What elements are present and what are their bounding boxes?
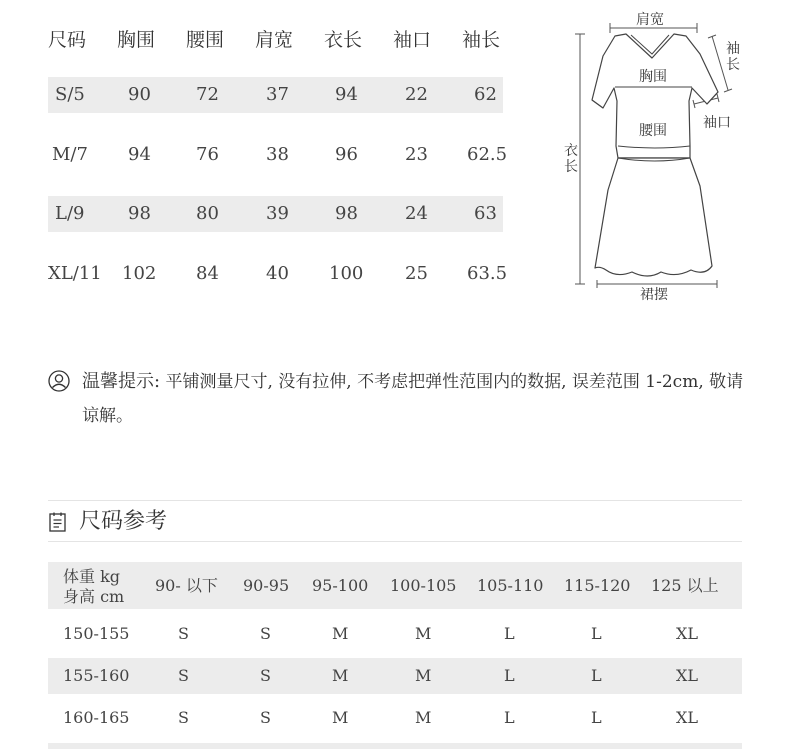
height-range: 160-165 <box>63 708 130 727</box>
header-waist: 腰围 <box>186 29 225 51</box>
height-range: 155-160 <box>63 666 130 685</box>
size-cell: S <box>260 624 271 643</box>
weight-range: 115-120 <box>564 576 631 595</box>
weight-range: 95-100 <box>312 576 369 595</box>
header-sleeve: 袖长 <box>462 29 501 51</box>
size-cell: M <box>332 666 349 685</box>
cell-waist: 72 <box>196 84 219 105</box>
divider <box>48 500 742 501</box>
size-cell: L <box>591 708 602 727</box>
size-label: XL/11 <box>48 263 102 284</box>
size-cell: S <box>178 624 189 643</box>
size-cell: S <box>178 666 189 685</box>
size-cell: S <box>260 708 271 727</box>
size-cell: XL <box>676 666 699 685</box>
size-cell: M <box>415 624 432 643</box>
label-sleeve-length: 袖长 <box>726 41 740 73</box>
cell-cuff: 22 <box>405 84 428 105</box>
header-height: 身高 cm <box>63 587 125 606</box>
table-row <box>48 77 503 113</box>
header-cuff: 袖口 <box>393 29 432 51</box>
size-cell: L <box>591 624 602 643</box>
garment-measurement-diagram <box>560 8 750 308</box>
weight-range: 100-105 <box>390 576 457 595</box>
weight-range: 125 以上 <box>651 576 719 595</box>
size-cell: XL <box>676 708 699 727</box>
size-table-header <box>48 22 503 58</box>
size-cell: L <box>504 666 515 685</box>
size-cell: XL <box>676 624 699 643</box>
document-icon <box>48 511 68 533</box>
table-row <box>48 196 503 232</box>
cell-cuff: 24 <box>405 203 428 224</box>
cell-length: 98 <box>335 203 358 224</box>
weight-range: 105-110 <box>477 576 544 595</box>
table-row <box>48 137 508 173</box>
size-cell: S <box>178 708 189 727</box>
cell-waist: 80 <box>196 203 219 224</box>
cell-waist: 76 <box>196 144 219 165</box>
size-label: L/9 <box>55 203 85 224</box>
tip-label: 温馨提示: <box>82 371 161 392</box>
label-waist: 腰围 <box>639 123 667 139</box>
size-label: M/7 <box>52 144 88 165</box>
cell-cuff: 23 <box>405 144 428 165</box>
weight-range: 90-95 <box>243 576 290 595</box>
tip-body: 平铺测量尺寸, 没有拉伸, 不考虑把弹性范围内的数据, 误差范围 1-2cm, 敬请谅解。 <box>82 372 744 426</box>
cell-shoulder: 39 <box>266 203 289 224</box>
size-cell: M <box>332 624 349 643</box>
size-cell: M <box>332 708 349 727</box>
cell-cuff: 25 <box>405 263 428 284</box>
weight-range: 90- 以下 <box>155 576 218 595</box>
reference-table-header <box>48 562 742 609</box>
label-hem: 裙摆 <box>640 287 668 303</box>
size-label: S/5 <box>55 84 85 105</box>
table-row <box>48 616 742 652</box>
label-length: 衣长 <box>564 143 578 175</box>
cell-shoulder: 37 <box>266 84 289 105</box>
size-cell: M <box>415 708 432 727</box>
cell-sleeve: 63 <box>474 203 497 224</box>
cell-shoulder: 40 <box>266 263 289 284</box>
cell-shoulder: 38 <box>266 144 289 165</box>
cell-length: 100 <box>329 263 364 284</box>
user-circle-icon <box>48 370 70 392</box>
table-row <box>48 700 742 736</box>
cell-sleeve: 62 <box>474 84 497 105</box>
size-cell: L <box>504 708 515 727</box>
header-length: 衣长 <box>324 29 363 51</box>
cell-length: 96 <box>335 144 358 165</box>
header-weight: 体重 kg <box>63 567 121 586</box>
cell-waist: 84 <box>196 263 219 284</box>
size-cell: L <box>591 666 602 685</box>
table-row <box>48 658 742 694</box>
section-title: 尺码参考 <box>79 509 168 534</box>
header-size: 尺码 <box>48 29 87 51</box>
divider <box>48 541 742 542</box>
header-shoulder: 肩宽 <box>255 29 294 51</box>
table-row <box>48 256 508 292</box>
label-shoulder: 肩宽 <box>636 12 664 28</box>
height-range: 150-155 <box>63 624 130 643</box>
cell-chest: 98 <box>128 203 151 224</box>
cell-chest: 102 <box>122 263 157 284</box>
label-chest: 胸围 <box>639 69 667 85</box>
table-row <box>48 743 742 749</box>
dress-illustration <box>560 8 750 308</box>
tip-text <box>82 365 752 433</box>
cell-length: 94 <box>335 84 358 105</box>
cell-chest: 94 <box>128 144 151 165</box>
cell-sleeve: 63.5 <box>467 263 508 284</box>
label-cuff: 袖口 <box>703 115 731 131</box>
size-cell: L <box>504 624 515 643</box>
size-cell: S <box>260 666 271 685</box>
header-chest: 胸围 <box>117 29 156 51</box>
cell-chest: 90 <box>128 84 151 105</box>
size-cell: M <box>415 666 432 685</box>
cell-sleeve: 62.5 <box>467 144 508 165</box>
